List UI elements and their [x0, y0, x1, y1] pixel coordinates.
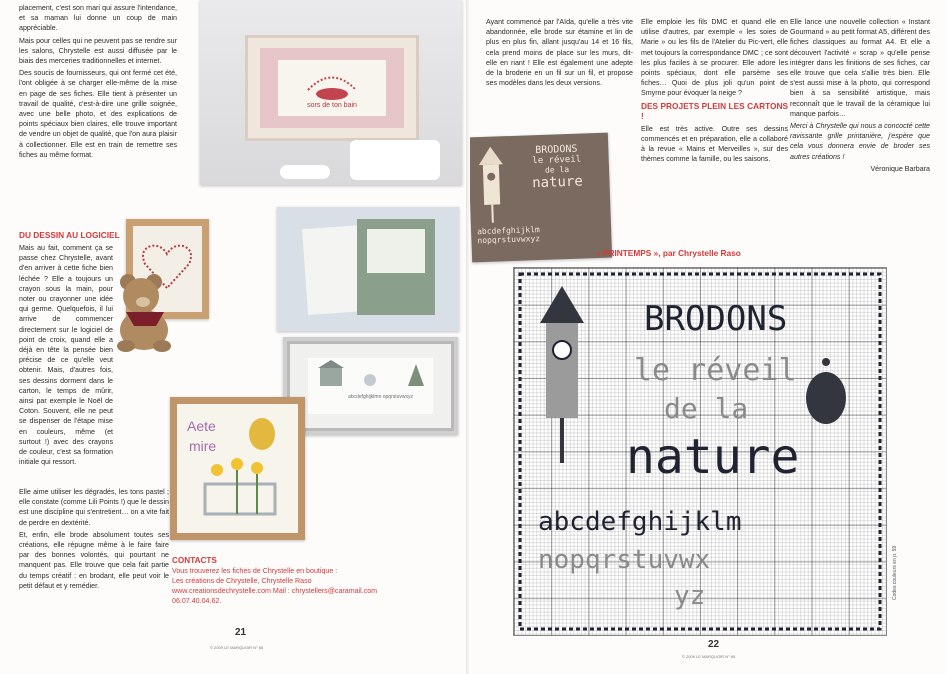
winter-sampler-photo: [283, 337, 458, 435]
paragraph: Elle lance une nouvelle collection « Instant Gourmand » au petit format A5, différent des fiches classiques au format A4. Et elle a découvert l'activité « scrap » qu'elle pense intégrer dans les finitions de ses fiches, car elle trouve que cela s'allie très bien. Elle s'est aussi mise à la photo, qui correspond bien à sa sensibilité artistique, mais reconnaît que le travail de la céramique lui manque parfois…: [790, 18, 930, 118]
embroidered-alphabet: abcdefghijklmn opqrstuvwxyz: [348, 394, 414, 400]
sampler-line: BRODONS: [535, 143, 578, 157]
color-codes-note: Codes couleurs en p. 59: [892, 545, 898, 600]
paragraph: Elle est très active. Outre ses dessins commencés et en préparation, elle a collaboré à la revue « Mains et Merveilles », sur des thèmes comme la famille, ou les saisons.: [641, 124, 788, 164]
soap: [280, 165, 330, 179]
contact-title: CONTACTS: [172, 556, 217, 565]
contact-phone: 06.07.40.04.62.: [172, 597, 222, 605]
sampler-text: [508, 143, 606, 192]
paragraph: Et, enfin, elle brode absolument toutes ses créations, elle répugne même à le faire faire par des bonnes volontés, qui pourtant ne manquent pas. Elle trouve que cela fait partie du temps créatif : en brodant, elle peut voir le petit défaut et y remédier.: [19, 530, 169, 590]
paragraph: placement, c'est son mari qui assure l'intendance, et sa maman lui donne un coup de main appréciable.: [19, 4, 177, 33]
sampler-line: abcdefghijklm: [476, 225, 540, 237]
right-column-c: [790, 17, 930, 176]
contact-block: [172, 556, 408, 606]
left-column-top: [19, 3, 177, 162]
birdhouse-body-icon: [546, 323, 578, 418]
green-folder: [357, 219, 435, 315]
embroidered-word: mire: [189, 438, 217, 454]
paragraph: Des soucis de fournisseurs, qui ont fermé cet été, l'ont obligée à se charger elle-même de la mise en page de ses fiches. Elle tient à présenter un travail de qualité, c'est-à-dire une grille soignée, avec une belle photo, et des explications de points spéciaux bien claires, elle trouve important de vendre un objet de qualité, que l'on aura plaisir à collectionner. Elle est en train de remettre ses fiches au même format.: [19, 69, 177, 159]
contact-line: Vous trouverez les fiches de Chrystelle en boutique :: [172, 567, 338, 575]
copyright: © 2009 LE MARQUOIR N° 65: [210, 645, 264, 650]
paragraph: Elle aime utiliser les dégradés, les tons pastel ; elle constate (comme Lili Points !) que le dessin est une discipline qui s'entretient… on a vite fait de perdre en dextérité.: [19, 488, 169, 527]
chart-line: nopqrstuvwx: [538, 545, 711, 575]
copyright: © 2009 LE MARQUOIR N° 65: [682, 654, 736, 659]
sampler-line: nopqrstuvwxyz: [477, 234, 541, 246]
sampler-line: le réveil: [532, 154, 582, 167]
cross-stitch-chart: [513, 267, 887, 636]
page-number: 21: [235, 627, 247, 638]
chart-line: nature: [626, 429, 800, 485]
section-heading: DES PROJETS PLEIN LES CARTONS !: [641, 100, 788, 121]
towel: [350, 140, 440, 180]
chart-title: « PRINTEMPS », par Chrystelle Raso: [596, 248, 741, 258]
chart-folder-photo: [277, 207, 459, 331]
chart-line: yz: [674, 581, 706, 611]
author-signature: Véronique Barbara: [870, 164, 930, 173]
chart-line: abcdefghijklm: [538, 507, 742, 537]
ornate-frame: [287, 341, 454, 431]
teddy-bear-image: [106, 268, 186, 354]
winter-scene-icon: [308, 358, 433, 394]
right-column-a: [486, 17, 633, 90]
embroidered-text: sors de ton bain: [307, 102, 357, 109]
chart-pattern: [514, 268, 886, 635]
sampler-line: nature: [531, 173, 584, 192]
paragraph: Elle emploie les fils DMC et quand elle en utilise d'autres, par exemple « les soies de Marie » ou les fils de l'Atelier du Pic-vert, elle met toujours la correspondance DMC ; ce sont les plus faciles à se procurer. Elle adore les points spéciaux, dont elle parsème ses fiches… Quoi de plus joli qu'un point de Smyrne pour évoquer la neige ?: [641, 18, 788, 98]
left-column-body-2: [19, 487, 169, 593]
sampler-line: de la: [544, 164, 570, 175]
brodons-sampler-photo: [470, 133, 612, 263]
contact-line: Les créations de Chrystelle, Chrystelle Raso: [172, 577, 312, 585]
frame: [245, 35, 419, 141]
embroidered-linen: [278, 60, 386, 116]
embroidered-word: Aete: [187, 418, 216, 434]
right-column-b: [641, 17, 788, 166]
birdhouse-roof-icon: [540, 286, 584, 323]
folder-linen: [367, 229, 425, 273]
framed-embroidery-photo: [200, 0, 462, 185]
teddy-bear-icon: [106, 268, 186, 354]
left-page: [0, 0, 471, 674]
section-heading: DU DESSIN AU LOGICIEL: [19, 230, 120, 240]
paragraph: Mais pour celles qui ne peuvent pas se rendre sur les salons, Chrystelle est aussi diffusée par le biais des merceries traditionnelles et internet.: [19, 36, 177, 66]
spring-linen: [177, 404, 298, 533]
pink-mat: [260, 48, 404, 128]
chart-line: le réveil: [634, 353, 797, 388]
thanks-note: Merci à Chrystelle qui nous a concocté cette ravissante grille printanière, j'espère que cela vous donnera envie de broder ses autres créations !: [790, 122, 930, 161]
chart-line: BRODONS: [644, 299, 788, 339]
paragraph: Mais au fait, comment ça se passe chez Chrystelle, avant d'en arriver à cette fiche bien léchée ? Elle a toujours un crayon sous la main, pour noter ou crayonner une idée qui germe. Quelquefois, il lui arrive de commencer directement sur le logiciel de point de croix, quand elle a déjà en tête la pensée bien précise de ce qu'elle veut obtenir. Mais, d'autres fois, ses dessins dorment dans le carton, le temps de mûrir, ainsi par exemple le Noël de Coton. Souvent, elle ne peut se dispenser de l'étape mise en couleurs, même (et surtout !) avec des crayons de couleur, c'est sa formation initiale qui ressort.: [19, 244, 113, 467]
chart-line: de la: [664, 392, 749, 425]
page-number: 22: [708, 639, 720, 650]
bird-icon: [806, 372, 846, 424]
contact-website[interactable]: www.creationsdechrystelle.com Mail : chrystellers@caramail.com: [172, 587, 378, 595]
paragraph: Ayant commencé par l'Aïda, qu'elle a très vite abandonnée, elle brode sur étamine et lin de plus en plus fin, allant jusqu'au 14 et 16 fils, cela prend moins de place sur les murs, dit-elle en riant ! Elle est également une adepte de la broderie en un fil sur un fil, et propose ses modèles dans les deux versions.: [486, 18, 633, 88]
spring-sampler-photo: [170, 397, 305, 540]
winter-linen: [308, 358, 433, 414]
